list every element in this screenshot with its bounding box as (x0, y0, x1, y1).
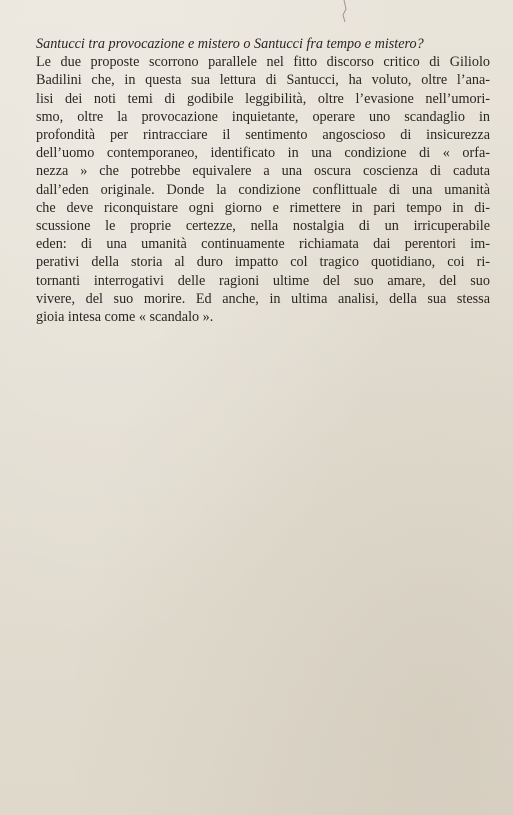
blurb-line: lisi dei noti temi di godibile leggibilità, oltre l’evasione nell’umori- (36, 90, 490, 107)
blurb-line: perativi della storia al duro impatto col tragico quotidiano, coi ri- (36, 254, 490, 271)
blurb-line: vivere, del suo morire. Ed anche, in ultima analisi, della sua stessa (36, 290, 490, 307)
blurb-line: tornanti interrogativi delle ragioni ultime del suo amare, del suo (36, 272, 490, 289)
blurb-line: Le due proposte scorrono parallele nel fitto discorso critico di Giliolo (36, 54, 490, 71)
blurb-line: Badilini che, in questa sua lettura di Santucci, ha voluto, oltre l’ana- (36, 72, 490, 89)
blurb-line: scussione le proprie certezze, nella nostalgia di un irricuperabile (36, 218, 490, 235)
blurb-line: dall’eden originale. Donde la condizione conflittuale di una umanità (36, 181, 490, 198)
blurb-heading: Santucci tra provocazione e mistero o Santucci fra tempo e mistero? (36, 36, 424, 52)
blurb-line: nezza » che potrebbe equivalere a una oscura coscienza di caduta (36, 163, 490, 180)
blurb-line: smo, oltre la provocazione inquietante, operare uno scandaglio in (36, 108, 490, 125)
blurb-text (36, 35, 490, 326)
blurb-line: che deve riconquistare ogni giorno e rimettere in pari tempo in di- (36, 199, 490, 216)
blurb-line: eden: di una umanità continuamente richiamata dai perentori im- (36, 236, 490, 253)
blurb-line: dell’uomo contemporaneo, identificato in una condizione di « orfa- (36, 145, 490, 162)
paper-crease-mark (338, 0, 352, 22)
blurb-line: gioia intesa come « scandalo ». (36, 309, 214, 326)
blurb-line: profondità per rintracciare il sentimento angoscioso di insicurezza (36, 127, 490, 144)
